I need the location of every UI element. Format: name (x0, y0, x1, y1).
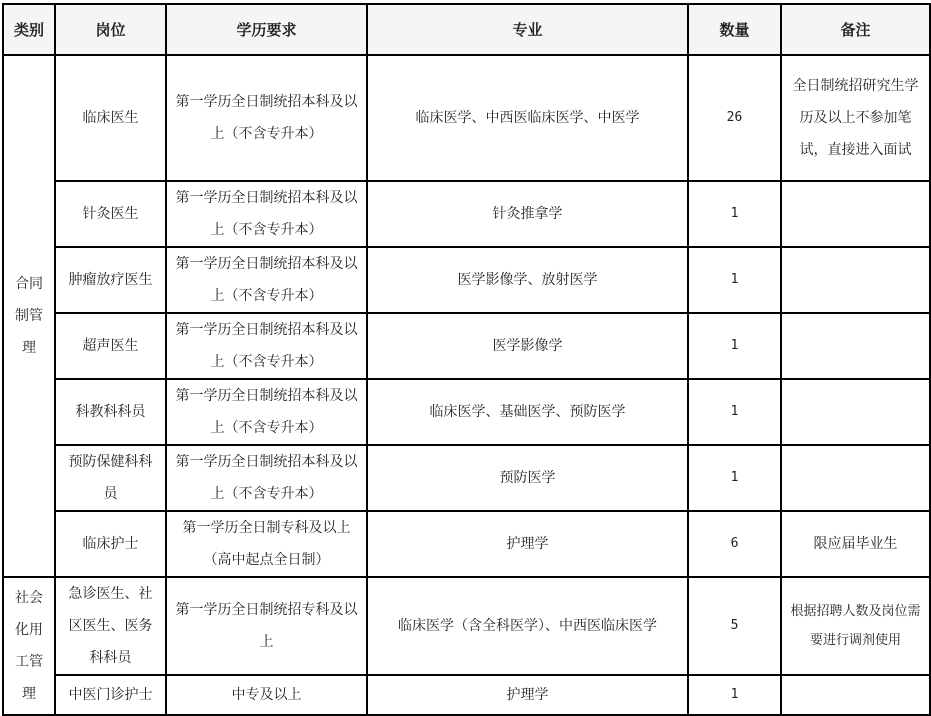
table-row (3, 55, 930, 181)
education-cell: 第一学历全日制统招专科及以上 (166, 577, 367, 675)
position-cell: 急诊医生、社区医生、医务科科员 (55, 577, 166, 675)
education-cell: 第一学历全日制统招本科及以上（不含专升本） (166, 247, 367, 313)
remarks-cell (781, 247, 930, 313)
remarks-cell: 全日制统招研究生学历及以上不参加笔试，直接进入面试 (781, 55, 930, 181)
remarks-cell (781, 313, 930, 379)
education-cell: 第一学历全日制专科及以上（高中起点全日制） (166, 511, 367, 577)
header-category: 类别 (3, 4, 55, 55)
table-row (3, 247, 930, 313)
category-cell: 合同制管理 (3, 55, 55, 577)
remarks-cell (781, 181, 930, 247)
remarks-cell (781, 379, 930, 445)
quantity-cell: 1 (688, 247, 781, 313)
education-cell: 第一学历全日制统招本科及以上（不含专升本） (166, 181, 367, 247)
education-cell: 第一学历全日制统招本科及以上（不含专升本） (166, 313, 367, 379)
table-row (3, 511, 930, 577)
education-cell: 第一学历全日制统招本科及以上（不含专升本） (166, 379, 367, 445)
position-cell: 肿瘤放疗医生 (55, 247, 166, 313)
education-cell: 第一学历全日制统招本科及以上（不含专升本） (166, 55, 367, 181)
quantity-cell: 26 (688, 55, 781, 181)
position-cell: 中医门诊护士 (55, 675, 166, 715)
major-cell: 临床医学、中西医临床医学、中医学 (367, 55, 688, 181)
major-cell: 医学影像学、放射医学 (367, 247, 688, 313)
major-cell: 针灸推拿学 (367, 181, 688, 247)
quantity-cell: 5 (688, 577, 781, 675)
position-cell: 预防保健科科员 (55, 445, 166, 511)
table-row (3, 445, 930, 511)
remarks-cell: 限应届毕业生 (781, 511, 930, 577)
major-cell: 临床医学、基础医学、预防医学 (367, 379, 688, 445)
category-cell: 社会化用工管理 (3, 577, 55, 715)
quantity-cell: 1 (688, 445, 781, 511)
education-cell: 第一学历全日制统招本科及以上（不含专升本） (166, 445, 367, 511)
position-cell: 临床医生 (55, 55, 166, 181)
table-row (3, 313, 930, 379)
position-cell: 超声医生 (55, 313, 166, 379)
quantity-cell: 1 (688, 379, 781, 445)
table-row (3, 379, 930, 445)
quantity-cell: 1 (688, 675, 781, 715)
header-quantity: 数量 (688, 4, 781, 55)
major-cell: 护理学 (367, 511, 688, 577)
education-cell: 中专及以上 (166, 675, 367, 715)
quantity-cell: 6 (688, 511, 781, 577)
major-cell: 临床医学（含全科医学）、中西医临床医学 (367, 577, 688, 675)
table-row (3, 675, 930, 715)
table-row (3, 181, 930, 247)
position-cell: 科教科科员 (55, 379, 166, 445)
header-position: 岗位 (55, 4, 166, 55)
quantity-cell: 1 (688, 181, 781, 247)
header-education: 学历要求 (166, 4, 367, 55)
header-major: 专业 (367, 4, 688, 55)
position-cell: 临床护士 (55, 511, 166, 577)
remarks-cell (781, 445, 930, 511)
quantity-cell: 1 (688, 313, 781, 379)
recruitment-table (2, 3, 931, 716)
table-row (3, 577, 930, 675)
major-cell: 护理学 (367, 675, 688, 715)
major-cell: 预防医学 (367, 445, 688, 511)
position-cell: 针灸医生 (55, 181, 166, 247)
remarks-cell: 根据招聘人数及岗位需要进行调剂使用 (781, 577, 930, 675)
header-row (3, 4, 930, 55)
remarks-cell (781, 675, 930, 715)
major-cell: 医学影像学 (367, 313, 688, 379)
header-remarks: 备注 (781, 4, 930, 55)
